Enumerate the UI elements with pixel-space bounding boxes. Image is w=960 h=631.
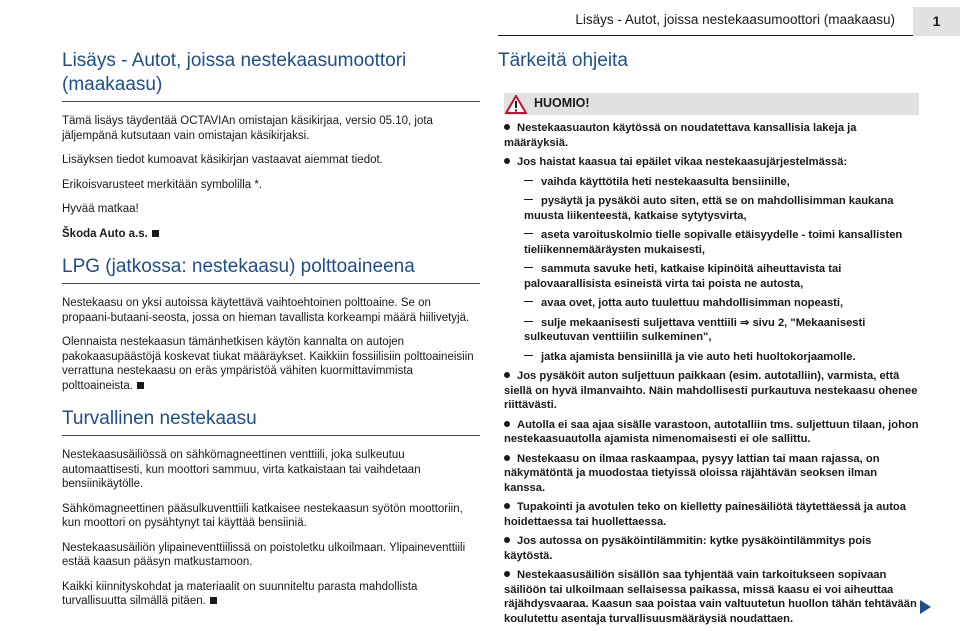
warning-subitem	[524, 175, 919, 190]
end-mark-icon	[137, 382, 144, 389]
warning-subitem-text: sulje mekaanisesti suljettava venttiili ⇒ sivu 2, "Mekaanisesti sulkeutuvan venttiilin sulkeminen",	[524, 316, 866, 343]
warning-item	[504, 452, 919, 496]
warning-item	[504, 500, 919, 529]
page-header	[0, 0, 960, 40]
bullet-icon	[504, 421, 510, 427]
warning-item-text: Autolla ei saa ajaa sisälle varastoon, autotalliin tms. suljettuun tilaan, johon nestekaasuautolla ajamista nimenomaisesti ei ole sallittu.	[504, 418, 919, 445]
header-title: Lisäys - Autot, joissa nestekaasumoottori (maakaasu)	[575, 12, 895, 27]
warning-label: HUOMIO!	[534, 96, 590, 110]
warning-item-text: Nestekaasu on ilmaa raskaampaa, pysyy lattian tai maan rajassa, on näkymätöntä ja muodostaa tietyissä oloissa räjähtävän seoksen ilman kanssa.	[504, 452, 880, 494]
section-paragraph: Nestekaasusäiliössä on sähkömagneettinen venttiili, joka sulkeutuu automaattisesti, kun moottori sammuu, virta katkaistaan tai vaihdetaan bensiinikäytölle.	[62, 449, 421, 490]
section-heading-safety: Turvallinen nestekaasu	[62, 408, 257, 429]
section-divider	[62, 283, 480, 284]
warning-subitem	[524, 350, 919, 365]
end-mark-icon	[152, 230, 159, 237]
left-column	[62, 47, 480, 619]
title-divider	[62, 101, 480, 102]
intro-paragraph: Tämä lisäys täydentää OCTAVIAn omistajan käsikirjaa, versio 05.10, jota jäljempänä kutsutaan vain omistajan käsikirjaksi.	[62, 115, 433, 142]
bullet-icon	[504, 372, 510, 378]
bullet-icon	[504, 571, 510, 577]
page-number-box	[913, 7, 960, 36]
section-paragraph	[62, 580, 480, 609]
warning-item	[504, 568, 919, 626]
warning-item	[504, 155, 919, 364]
bullet-icon	[504, 503, 510, 509]
dash-icon	[524, 199, 533, 200]
warning-subitem-text: jatka ajamista bensiinillä ja vie auto heti huoltokorjaamolle.	[541, 350, 856, 363]
warning-item	[504, 534, 919, 563]
intro-paragraph: Lisäyksen tiedot kumoavat käsikirjan vastaavat aiemmat tiedot.	[62, 154, 383, 166]
section-paragraph: Sähkömagneettinen pääsulkuventtiili katkaisee nestekaasun syötön moottoriin, kun moottori on pysähtynyt tai käyttää bensiiniä.	[62, 502, 463, 529]
section-paragraph	[62, 335, 480, 393]
warning-subitem	[524, 262, 919, 291]
bullet-icon	[504, 537, 510, 543]
warning-subitem-text: avaa ovet, jotta auto tuulettuu mahdollisimman nopeasti,	[541, 297, 844, 309]
dash-icon	[524, 233, 533, 234]
warning-item-text: Jos haistat kaasua tai epäilet vikaa nestekaasujärjestelmässä:	[517, 156, 848, 168]
intro-paragraph: Hyvää matkaa!	[62, 203, 139, 215]
next-page-arrow-icon[interactable]	[920, 600, 931, 614]
section-paragraph-text: Olennaista nestekaasun tämänhetkisen käytön kannalta on autojen pakokaasupäästöjä koskevat tiukat määräykset. Kaikkiin fossiilisiin polttoaineisiin verrattuna nestekaasu on eräs ympäristöä vähiten kuormittavimmista polttoaineista.	[62, 336, 474, 392]
dash-icon	[524, 180, 533, 181]
warning-subitem-text: sammuta savuke heti, katkaise kipinöitä aiheuttavista tai palovaarallisista esineistä virta tai poista ne autosta,	[524, 263, 842, 290]
warning-item	[504, 121, 919, 150]
warning-subitem	[524, 228, 919, 257]
header-divider	[498, 35, 913, 36]
right-column	[498, 47, 919, 631]
warning-subitem	[524, 194, 919, 223]
intro-paragraph: Erikoisvarusteet merkitään symbolilla *.	[62, 178, 263, 191]
section-divider	[62, 435, 480, 436]
important-heading: Tärkeitä ohjeita	[498, 50, 628, 71]
bullet-icon	[504, 124, 510, 130]
warning-item-text: Nestekaasuauton käytössä on noudatettava kansallisia lakeja ja määräyksiä.	[504, 122, 857, 149]
warning-item	[504, 369, 919, 413]
bullet-icon	[504, 158, 510, 164]
dash-icon	[524, 301, 533, 302]
warning-subitem	[524, 316, 919, 345]
section-paragraph: Nestekaasusäiliön ylipaineventtiilissä on poistoletku ulkoilmaan. Ylipaineventtiili estää kaasun pääsyn matkustamoon.	[62, 541, 466, 568]
warning-sublist	[504, 175, 919, 365]
dash-icon	[524, 321, 533, 322]
page-number: 1	[932, 13, 941, 29]
bullet-icon	[504, 455, 510, 461]
dash-icon	[524, 355, 533, 356]
warning-subitem	[524, 296, 919, 311]
warning-triangle-icon	[505, 95, 527, 114]
end-mark-icon	[210, 597, 217, 604]
warning-subitem-text: vaihda käyttötila heti nestekaasulta bensiinille,	[541, 175, 790, 188]
warning-item-text: Jos pysäköit auton suljettuun paikkaan (esim. autotalliin), varmista, että siellä on hyvä ilmanvaihto. Näin mahdollisesti purkautuva nestekaasu ohenee riittävästi.	[504, 370, 918, 411]
warning-subitem-text: pysäytä ja pysäköi auto siten, että se on mahdollisimman kaukana muusta liikenteestä, katkaise sytytysvirta,	[524, 195, 894, 222]
section-paragraph: Nestekaasu on yksi autoissa käytettävä vaihtoehtoinen polttoaine. Se on propaani-butaani-seosta, jossa on hieman tavallista korkeampi määrä hiilivetyjä.	[62, 297, 470, 324]
warning-subitem-text: aseta varoituskolmio tielle sopivalle etäisyydelle - toimi kansallisten tieliikennemääräysten mukaisesti,	[524, 229, 903, 256]
section-heading-lpg: LPG (jatkossa: nestekaasu) polttoaineena	[62, 256, 415, 277]
section-paragraph-text: Kaikki kiinnityskohdat ja materiaalit on suunniteltu parasta mahdollista turvallisuutta silmällä pitäen.	[62, 580, 418, 607]
warning-box	[504, 93, 919, 115]
warning-item	[504, 418, 919, 447]
signature-text: Škoda Auto a.s.	[62, 227, 148, 240]
warning-item-text: Jos autossa on pysäköintilämmitin: kytke pysäköintilämmitys pois käytöstä.	[504, 535, 872, 562]
document-title: Lisäys - Autot, joissa nestekaasumoottori (maakaasu)	[62, 50, 407, 95]
signature	[62, 227, 480, 242]
dash-icon	[524, 267, 533, 268]
warning-item-text: Tupakointi ja avotulen teko on kielletty painesäiliötä täytettäessä ja autoa hoidettaessa tai huollettaessa.	[504, 501, 906, 528]
warning-item-text: Nestekaasusäiliön sisällön saa tyhjentää vain tarkoitukseen sopivaan säiliöön tai ulkoilmaan sellaisessa paikassa, missä kaasu ei voi aiheuttaa räjähdysvaaraa. Kaasun saa poistaa vain valtuutetun huollon tähän tehtävään koulutettu asentaja turvallisuusmääräysiä noudattaen.	[504, 569, 917, 625]
warning-list	[504, 121, 919, 626]
